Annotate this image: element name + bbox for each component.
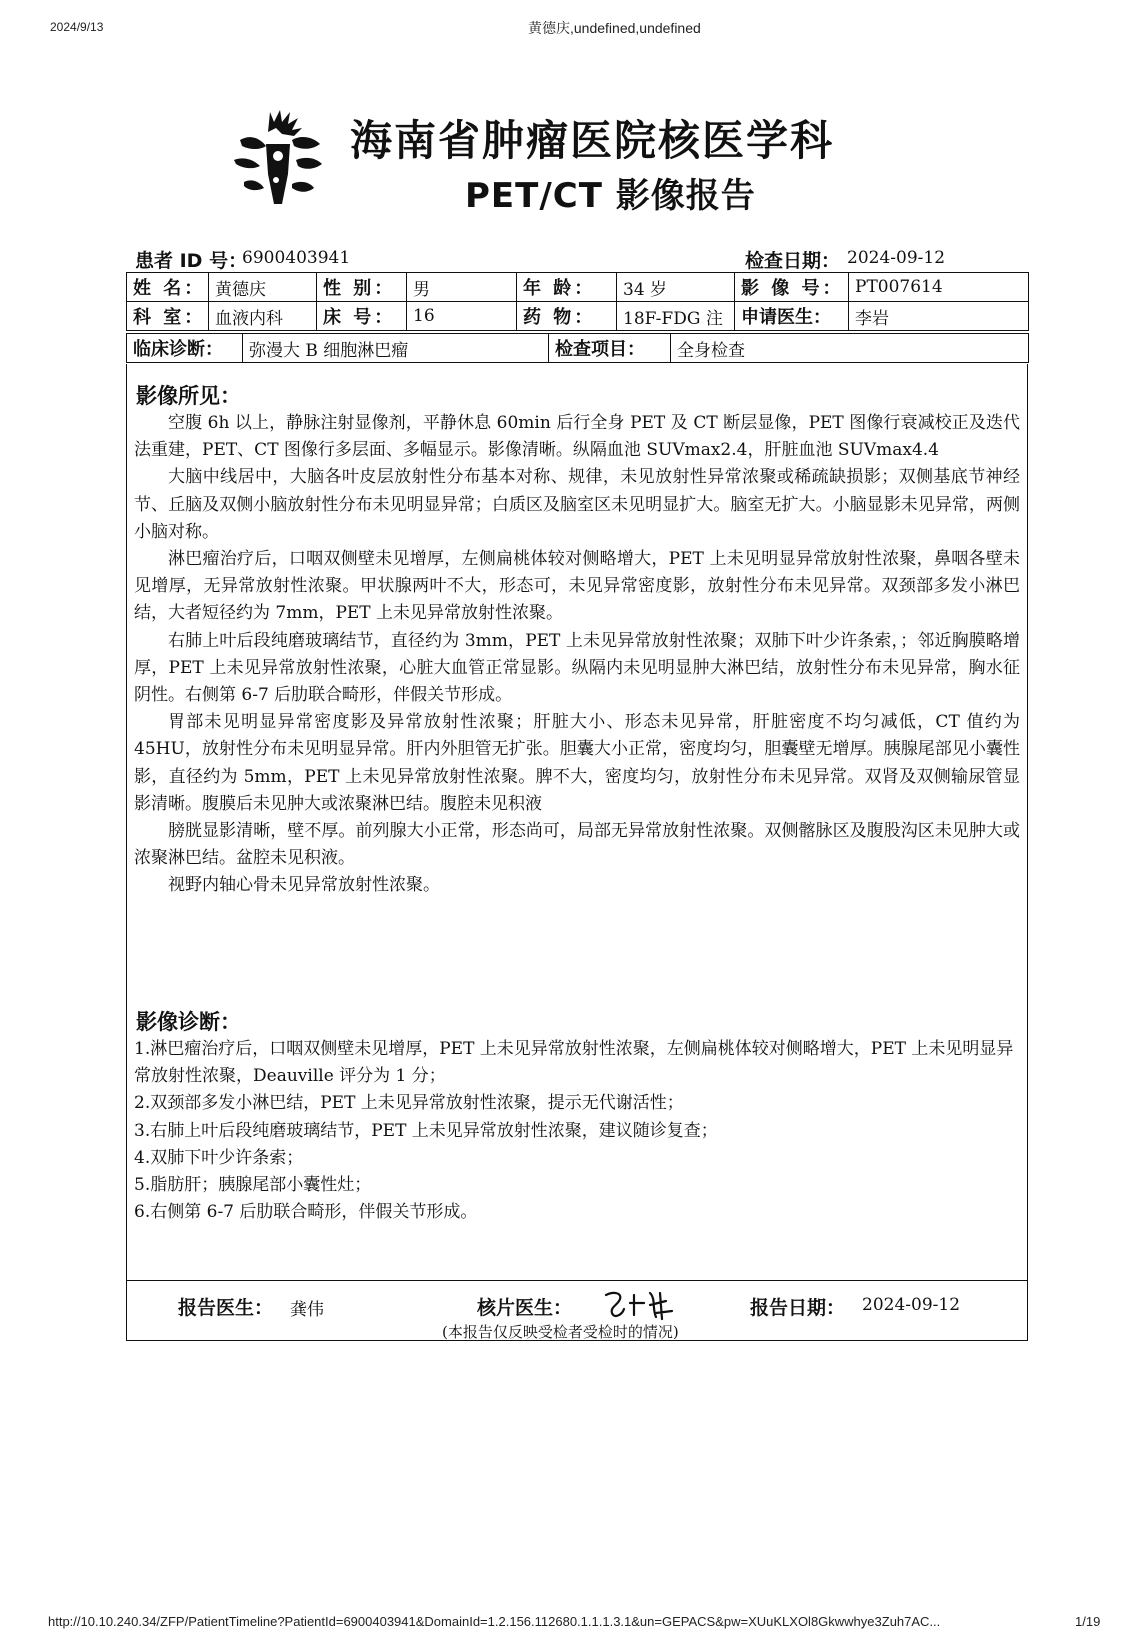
findings-paragraph: 膀胱显影清晰，壁不厚。前列腺大小正常，形态尚可，局部无异常放射性浓聚。双侧髂脉区及腹股沟区未见肿大或浓聚淋巴结。盆腔未见积液。	[134, 821, 1020, 869]
info-row-2	[127, 302, 1029, 331]
print-url: http://10.10.240.34/ZFP/PatientTimeline?PatientId=6900403941&DomainId=1.2.156.112680.1.1.1.3.1&un=GEPACS&pw=XUuKLXOl8Gkwwhye3Zuh7AC...	[48, 1614, 941, 1629]
age-label: 年 龄：	[517, 273, 617, 302]
print-title: 黄德庆,undefined,undefined	[528, 20, 701, 36]
findings-paragraph: 视野内轴心骨未见异常放射性浓聚。	[168, 875, 440, 896]
findings-section	[134, 410, 1020, 900]
findings-paragraph: 大脑中线居中，大脑各叶皮层放射性分布基本对称、规律，未见放射性异常浓聚或稀疏缺损影；双侧基底节神经节、丘脑及双侧小脑放射性分布未见明显异常；白质区及脑室区未见明显扩大。脑室无扩大。小脑显影未见异常，两侧小脑对称。	[134, 467, 1020, 542]
disclaimer-text: (本报告仅反映受检者受检时的情况)	[442, 1323, 679, 1341]
print-page-number: 1/19	[1075, 1614, 1101, 1629]
print-date: 2024/9/13	[50, 20, 104, 34]
report-date-value: 2024-09-12	[862, 1295, 961, 1315]
clinical-dx-label: 临床诊断：	[127, 334, 243, 363]
gender-value: 男	[407, 273, 517, 302]
image-no-value: PT007614	[849, 273, 1029, 302]
diagnosis-item: 1.淋巴瘤治疗后，口咽双侧壁未见增厚，PET 上未见异常放射性浓聚，左侧扁桃体较对侧略增大，PET 上未见明显异常放射性浓聚，Deauville 评分为 1 分；	[134, 1039, 1014, 1087]
exam-date-label: 检查日期：	[745, 250, 841, 272]
reporter-value: 龚伟	[290, 1300, 324, 1320]
requester-label: 申请医生：	[735, 302, 849, 331]
dept-value: 血液内科	[209, 302, 317, 331]
handwritten-signature-icon	[600, 1285, 680, 1325]
exam-item-value: 全身检查	[671, 334, 1029, 363]
patient-info-table	[126, 272, 1029, 331]
report-date-label: 报告日期：	[750, 1297, 846, 1319]
hospital-logo-icon	[230, 104, 326, 210]
reporter-label: 报告医生：	[178, 1297, 274, 1319]
diagnosis-item: 2.双颈部多发小淋巴结，PET 上未见异常放射性浓聚，提示无代谢活性；	[134, 1093, 684, 1114]
findings-heading: 影像所见：	[136, 384, 241, 408]
diagnosis-item: 4.双肺下叶少许条索；	[134, 1147, 304, 1168]
findings-paragraph: 右肺上叶后段纯磨玻璃结节，直径约为 3mm，PET 上未见异常放射性浓聚；双肺下叶少许条索，；邻近胸膜略增厚，PET 上未见异常放射性浓聚，心脏大血管正常显影。纵隔内未见明显肿大淋巴结，放射性分布未见异常，胸水征阴性。右侧第 6-7 后肋联合畸形，伴假关节形成。	[134, 630, 1020, 706]
findings-paragraph: 淋巴瘤治疗后，口咽双侧壁未见增厚，左侧扁桃体较对侧略增大，PET 上未见明显异常放射性浓聚，鼻咽各壁未见增厚，无异常放射性浓聚。甲状腺两叶不大，形态可，未见异常密度影，放射性分布未见异常。双颈部多发小淋巴结，大者短径约为 7mm，PET 上未见异常放射性浓聚。	[134, 549, 1020, 624]
diagnosis-heading: 影像诊断：	[136, 1010, 241, 1034]
requester-value: 李岩	[849, 302, 1029, 331]
dept-label: 科 室：	[127, 302, 209, 331]
image-no-label: 影 像 号：	[735, 273, 849, 302]
name-value: 黄德庆	[209, 273, 317, 302]
info-row-3	[127, 334, 1029, 363]
patient-id-value: 6900403941	[242, 248, 351, 268]
bed-label: 床 号：	[317, 302, 407, 331]
drug-label: 药 物：	[517, 302, 617, 331]
name-label: 姓 名：	[127, 273, 209, 302]
report-title: PET/CT 影像报告	[465, 176, 756, 216]
gender-label: 性 别：	[317, 273, 407, 302]
clinical-dx-value: 弥漫大 B 细胞淋巴瘤	[243, 334, 549, 363]
patient-id-label: 患者 ID 号：	[135, 250, 248, 272]
clinical-info-table	[126, 333, 1029, 363]
reviewer-label: 核片医生：	[477, 1297, 573, 1319]
hospital-title: 海南省肿瘤医院核医学科	[350, 116, 835, 165]
diagnosis-item: 5.脂肪肝；胰腺尾部小囊性灶；	[134, 1175, 372, 1196]
diagnosis-section	[134, 1036, 1020, 1226]
diagnosis-item: 6.右侧第 6-7 后肋联合畸形，伴假关节形成。	[134, 1202, 478, 1223]
bed-value: 16	[407, 302, 517, 331]
exam-date-value: 2024-09-12	[847, 248, 946, 268]
age-value: 34 岁	[617, 273, 735, 302]
findings-paragraph: 胃部未见明显异常密度影及异常放射性浓聚；肝脏大小、形态未见异常，肝脏密度不均匀减低，CT 值约为 45HU，放射性分布未见明显异常。肝内外胆管无扩张。胆囊大小正常，密度均匀，胆囊壁无增厚。胰腺尾部见小囊性影，直径约为 5mm，PET 上未见异常放射性浓聚。脾不大，密度均匀，放射性分布未见异常。双肾及双侧输尿管显影清晰。腹膜后未见肿大或浓聚淋巴结。腹腔未见积液	[134, 712, 1020, 814]
exam-item-label: 检查项目：	[549, 334, 671, 363]
drug-value: 18F-FDG 注	[617, 302, 735, 331]
diagnosis-item: 3.右肺上叶后段纯磨玻璃结节，PET 上未见异常放射性浓聚，建议随诊复查；	[134, 1120, 718, 1141]
info-row-1	[127, 273, 1029, 302]
findings-paragraph: 空腹 6h 以上，静脉注射显像剂，平静休息 60min 后行全身 PET 及 CT 断层显像，PET 图像行衰减校正及迭代法重建，PET、CT 图像行多层面、多幅显示。影像清晰。纵隔血池 SUVmax2.4，肝脏血池 SUVmax4.4	[134, 413, 1020, 461]
